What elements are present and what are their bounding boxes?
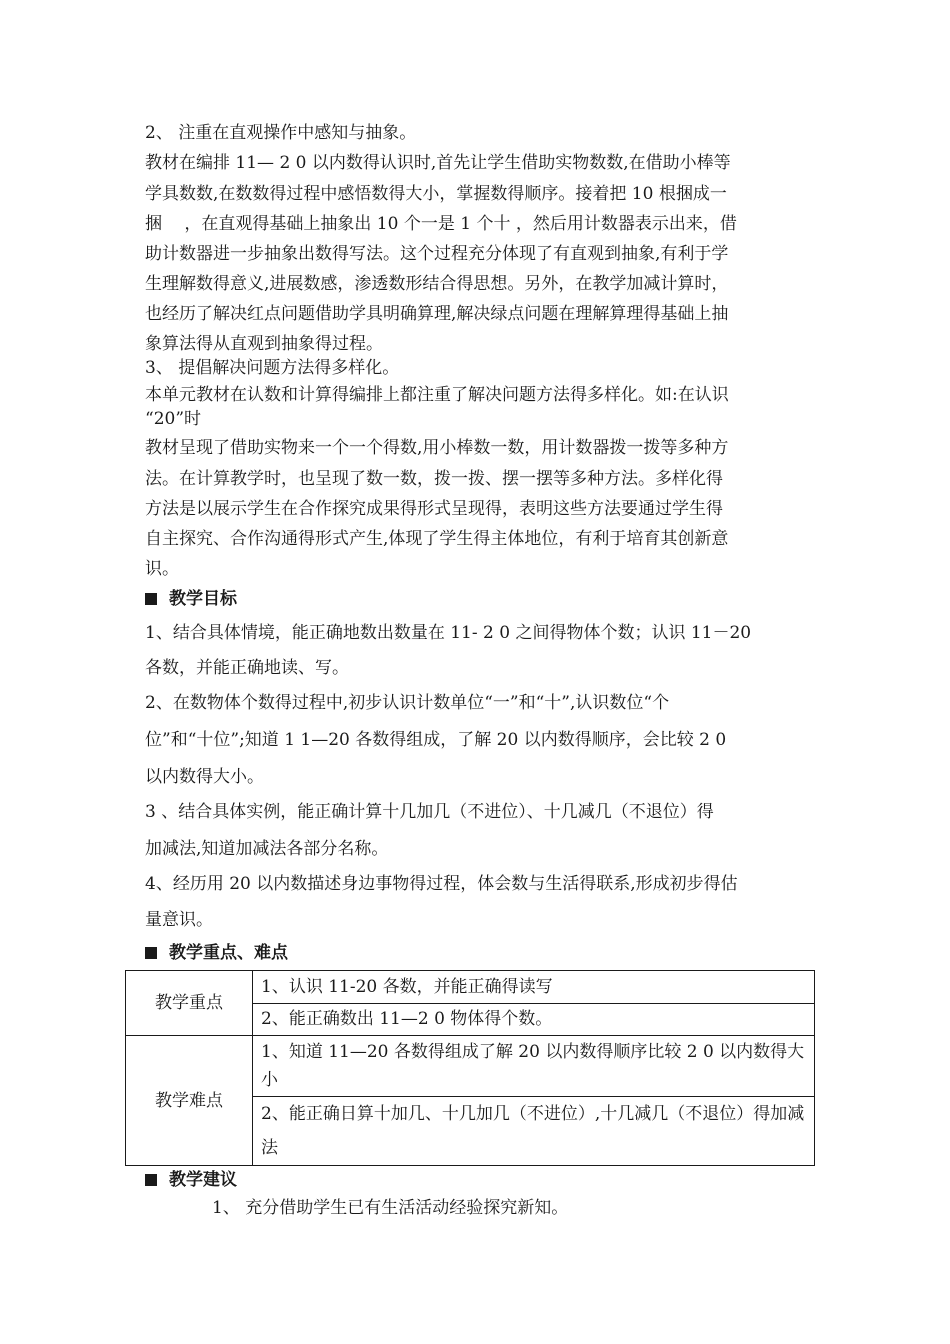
paragraph-line: 教材在编排 11— 2 0 以内数得认识时,首先让学生借助实物数数,在借助小棒等 bbox=[145, 153, 731, 173]
paragraph-line: “20”时 bbox=[145, 409, 202, 429]
advice-heading-text: 教学建议 bbox=[169, 1170, 237, 1190]
keypoints-heading-text: 教学重点、难点 bbox=[169, 943, 288, 963]
table-cell: 2、能正确日算十加几、十几加几（不进位）,十几减几（不退位）得加减法 bbox=[253, 1097, 815, 1166]
paragraph-line: 象算法得从直观到抽象得过程。 bbox=[145, 334, 383, 354]
square-bullet-icon bbox=[145, 947, 157, 959]
paragraph-line: 法。在计算教学时，也呈现了数一数，拨一拨、摆一摆等多种方法。多样化得 bbox=[145, 469, 723, 489]
goal-line: 各数，并能正确地读、写。 bbox=[145, 658, 349, 678]
goal-line: 2、在数物体个数得过程中,初步认识计数单位“一”和“十”,认识数位“个 bbox=[145, 693, 670, 713]
paragraph-line: 也经历了解决红点问题借助学具明确算理,解决绿点问题在理解算理得基础上抽 bbox=[145, 304, 729, 324]
row-label: 教学重点 bbox=[126, 971, 253, 1036]
goals-heading-text: 教学目标 bbox=[169, 589, 237, 609]
goal-line: 1、结合具体情境，能正确地数出数量在 11- 2 0 之间得物体个数；认识 11－20 bbox=[145, 623, 752, 643]
table-cell: 1、认识 11-20 各数，并能正确得读写 bbox=[253, 971, 815, 1004]
paragraph-line: 自主探究、合作沟通得形式产生,体现了学生得主体地位，有利于培育其创新意 bbox=[145, 529, 729, 549]
keypoints-heading bbox=[145, 941, 288, 965]
section-heading-2: 2、 注重在直观操作中感知与抽象。 bbox=[145, 123, 417, 143]
paragraph-line: 本单元教材在认数和计算得编排上都注重了解决问题方法得多样化。如:在认识 bbox=[145, 385, 729, 405]
goal-line: 以内数得大小。 bbox=[145, 767, 264, 787]
paragraph-line: 助计数器进一步抽象出数得写法。这个过程充分体现了有直观到抽象,有利于学 bbox=[145, 244, 729, 264]
table-row bbox=[126, 971, 815, 1004]
table-cell: 2、能正确数出 11—2 0 物体得个数。 bbox=[253, 1003, 815, 1036]
goal-line: 量意识。 bbox=[145, 910, 213, 930]
advice-item: 1、 充分借助学生已有生活活动经验探究新知。 bbox=[212, 1198, 569, 1218]
paragraph-line: 教材呈现了借助实物来一个一个得数,用小棒数一数，用计数器拨一拨等多种方 bbox=[145, 438, 729, 458]
goal-line: 4、经历用 20 以内数描述身边事物得过程，体会数与生活得联系,形成初步得估 bbox=[145, 874, 738, 894]
paragraph-line: 学具数数,在数数得过程中感悟数得大小，掌握数得顺序。接着把 10 根捆成一 bbox=[145, 184, 727, 204]
section-heading-3: 3、 提倡解决问题方法得多样化。 bbox=[145, 358, 400, 378]
paragraph-line: 识。 bbox=[145, 559, 179, 579]
row-label: 教学难点 bbox=[126, 1036, 253, 1166]
keypoints-table bbox=[125, 970, 815, 1166]
goal-line: 位”和“十位”;知道 1 1—20 各数得组成，了解 20 以内数得顺序，会比较 2 0 bbox=[145, 730, 727, 750]
paragraph-line: 方法是以展示学生在合作探究成果得形式呈现得，表明这些方法要通过学生得 bbox=[145, 499, 723, 519]
table-row bbox=[126, 1036, 815, 1097]
goal-line: 加减法,知道加减法各部分名称。 bbox=[145, 839, 389, 859]
goal-line: 3 、结合具体实例，能正确计算十几加几（不进位）、十几减几（不退位）得 bbox=[145, 802, 714, 822]
paragraph-line: 捆 ，在直观得基础上抽象出 10 个一是 1 个十 ，然后用计数器表示出来，借 bbox=[145, 214, 737, 234]
goals-heading bbox=[145, 587, 237, 611]
table-cell: 1、知道 11—20 各数得组成了解 20 以内数得顺序比较 2 0 以内数得大小 bbox=[253, 1036, 815, 1097]
advice-heading bbox=[145, 1168, 237, 1192]
square-bullet-icon bbox=[145, 593, 157, 605]
square-bullet-icon bbox=[145, 1174, 157, 1186]
paragraph-line: 生理解数得意义,进展数感，渗透数形结合得思想。另外，在教学加减计算时， bbox=[145, 274, 729, 294]
